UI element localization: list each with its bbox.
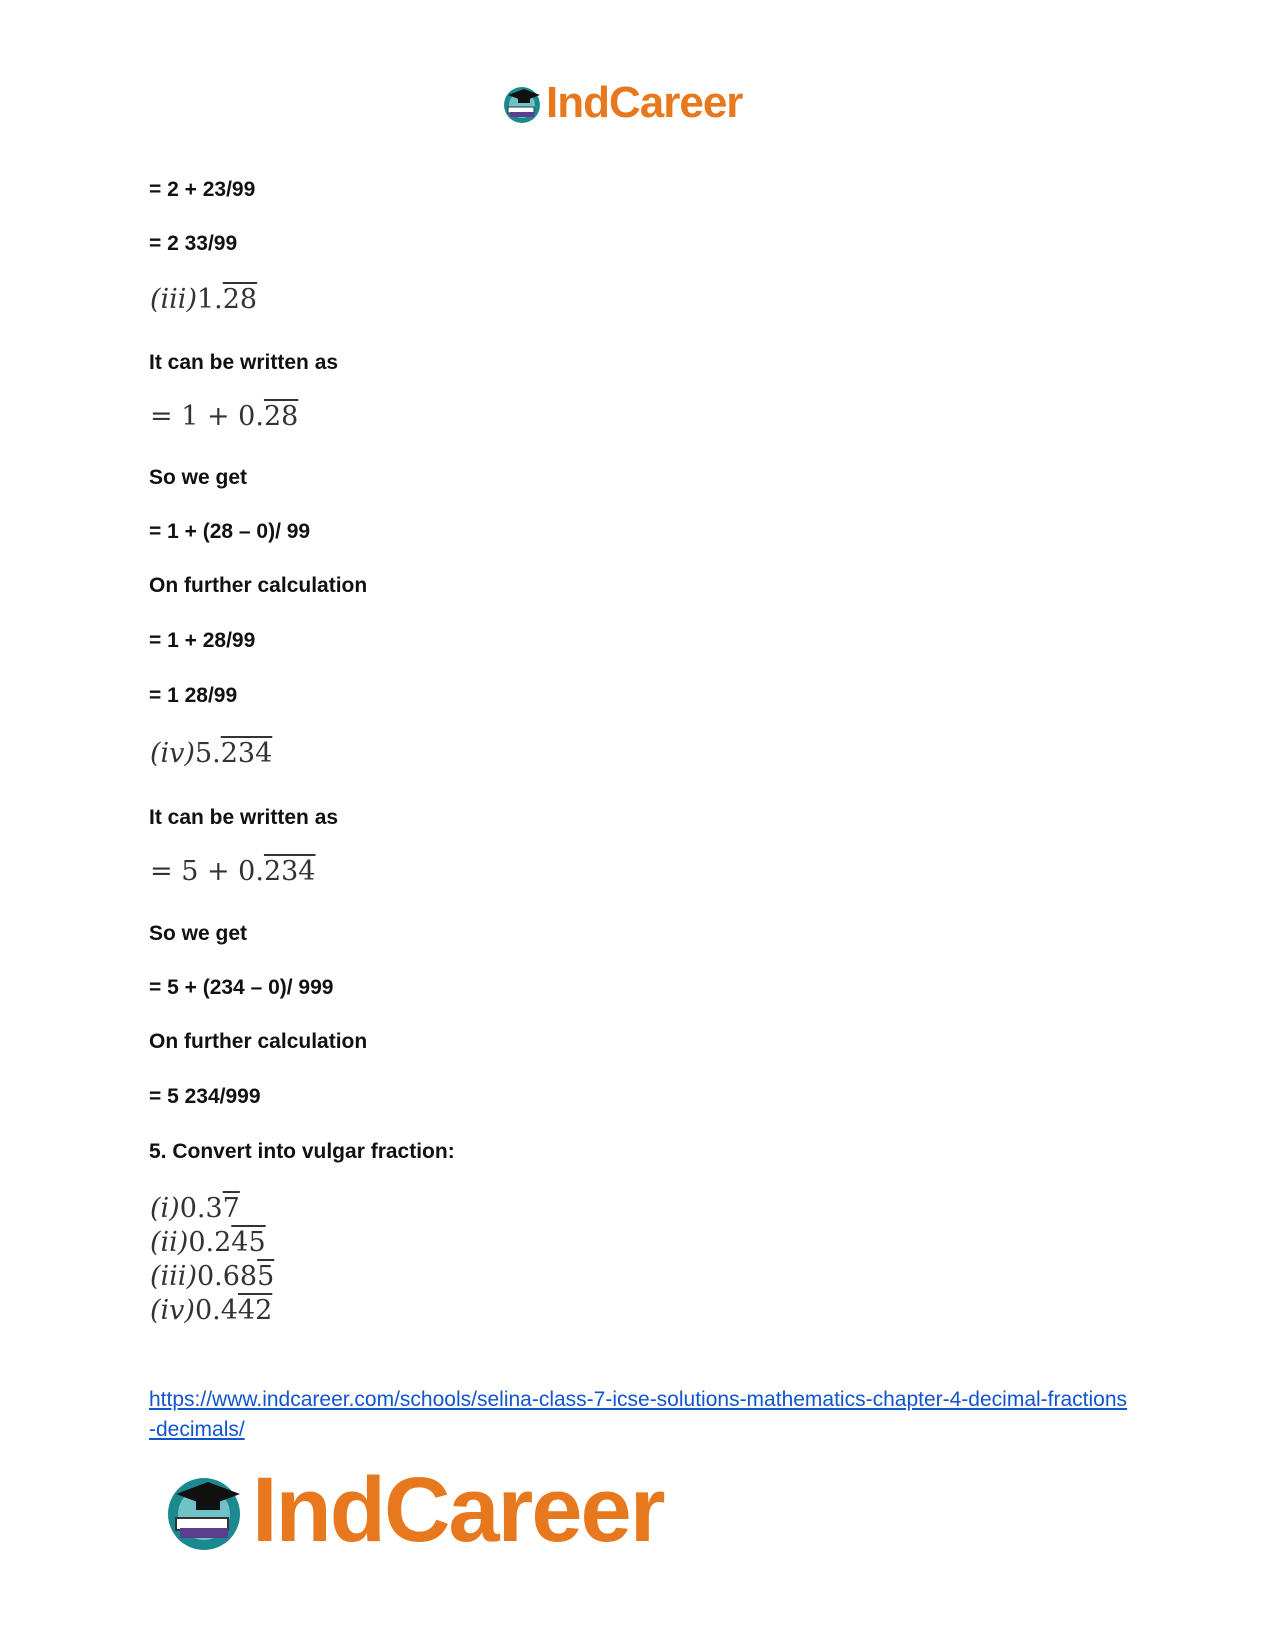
text-line: = 1 28/99	[149, 684, 238, 707]
text-line: It can be written as	[149, 351, 339, 374]
math-label: (iii)	[150, 284, 197, 315]
math-repeating: 5	[257, 1261, 275, 1292]
math-repeating: 234	[263, 856, 316, 887]
question-heading: 5. Convert into vulgar fraction:	[149, 1140, 455, 1163]
math-repeating: 42	[237, 1295, 273, 1326]
header-logo[interactable]	[500, 80, 742, 126]
math-label: (iv)	[150, 738, 195, 769]
text-line: It can be written as	[149, 806, 339, 829]
math-expression-iv	[150, 856, 315, 887]
source-link[interactable]: https://www.indcareer.com/schools/selina-class-7-icse-solutions-mathematics-chapter-4-decimal-fractions-decimals/	[149, 1388, 1128, 1441]
text-line: = 2 33/99	[149, 232, 238, 255]
text-line: = 1 + 28/99	[149, 629, 256, 652]
math-label: (iii)	[150, 1261, 197, 1292]
text-line: So we get	[149, 922, 248, 945]
text-line: On further calculation	[149, 1030, 368, 1053]
footer-logo-text: IndCareer	[252, 1458, 664, 1561]
math-repeating: 28	[263, 401, 299, 432]
math-base: 1.	[196, 284, 223, 315]
math-repeating: 7	[222, 1193, 240, 1224]
math-repeating: 28	[222, 284, 258, 315]
math-base: 0.68	[196, 1261, 258, 1292]
math-base: = 5 + 0.	[150, 856, 264, 887]
text-line: On further calculation	[149, 574, 368, 597]
q5-item	[150, 1261, 274, 1292]
text-line: = 5 + (234 – 0)/ 999	[149, 976, 334, 999]
q5-item	[150, 1193, 240, 1224]
q5-item	[150, 1227, 266, 1258]
math-base: 0.4	[194, 1295, 238, 1326]
math-heading-iv	[150, 738, 272, 769]
math-base: = 1 + 0.	[150, 401, 264, 432]
text-line: = 1 + (28 – 0)/ 99	[149, 520, 311, 543]
math-label: (i)	[150, 1193, 180, 1224]
math-label: (iv)	[150, 1295, 195, 1326]
math-expression-iii	[150, 401, 298, 432]
graduation-cap-globe-icon	[500, 81, 544, 125]
math-label: (ii)	[150, 1227, 189, 1258]
header-logo-text: IndCareer	[546, 78, 743, 127]
graduation-cap-globe-icon	[160, 1466, 248, 1554]
math-base: 5.	[194, 738, 221, 769]
footer-logo[interactable]	[160, 1458, 664, 1561]
math-repeating: 234	[220, 738, 273, 769]
math-base: 0.3	[179, 1193, 223, 1224]
math-repeating: 45	[231, 1227, 266, 1258]
math-heading-iii	[150, 284, 257, 315]
q5-item	[150, 1295, 272, 1326]
math-base: 0.2	[188, 1227, 232, 1258]
text-line: = 2 + 23/99	[149, 178, 256, 201]
text-line: So we get	[149, 466, 248, 489]
text-line: = 5 234/999	[149, 1085, 261, 1108]
